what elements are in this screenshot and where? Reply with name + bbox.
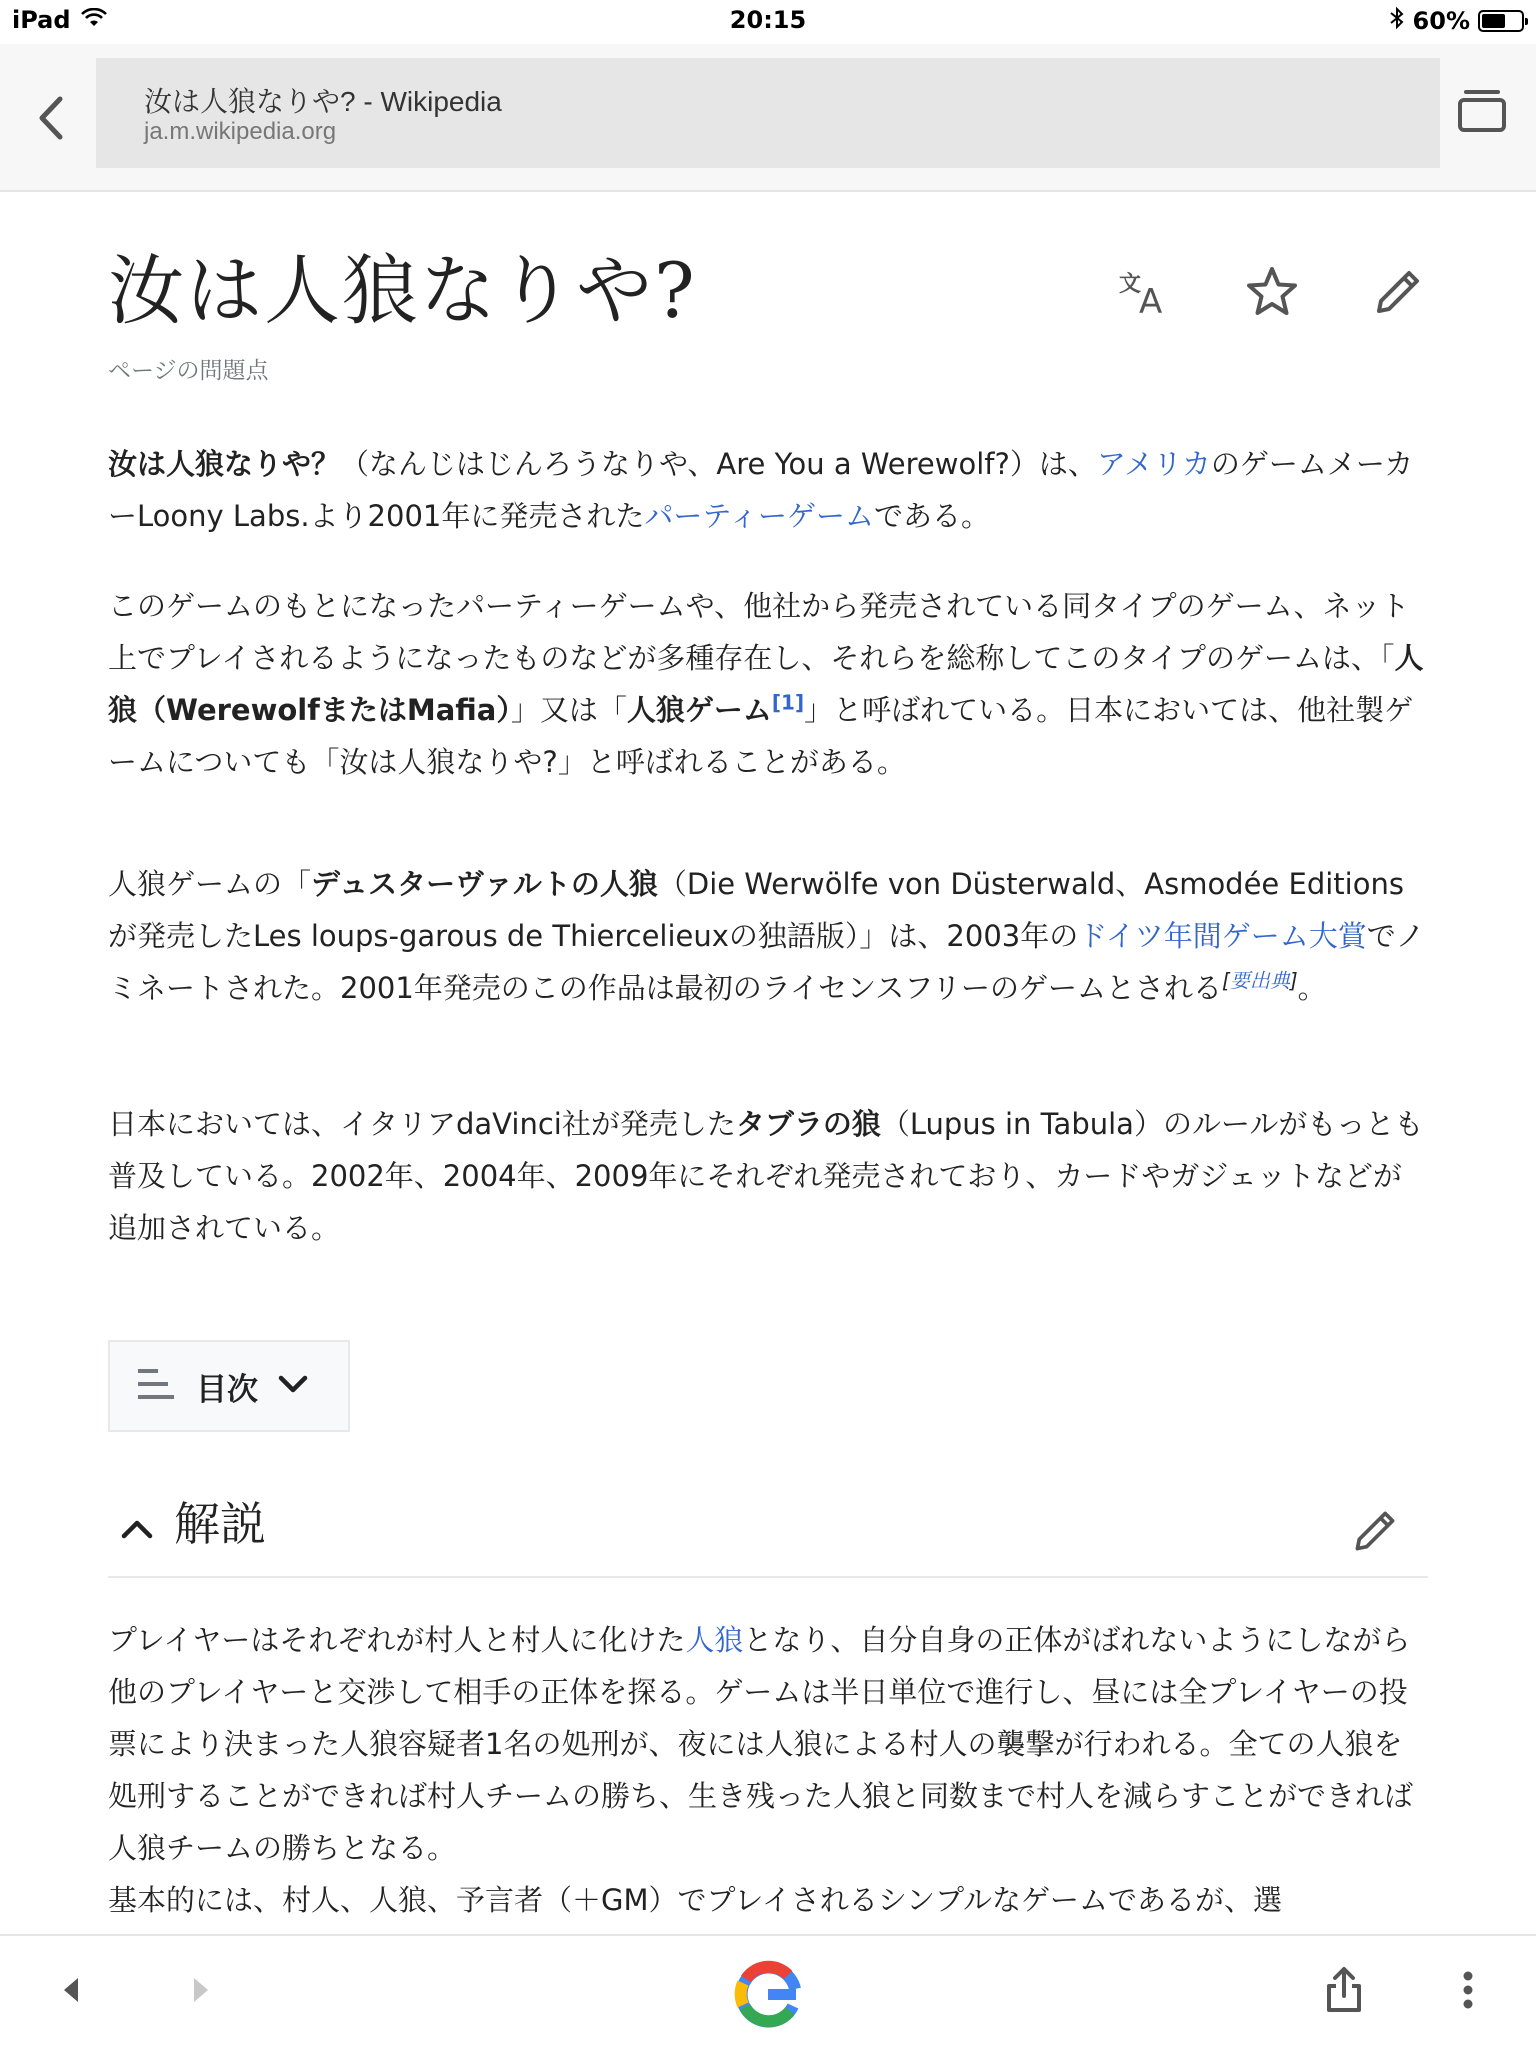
text: （なんじはじんろうなりや、Are You a Werewolf?）は、 [340,447,1097,481]
text: （Die Werwölfe von Düsterwald、Asmodée Editionsが発売したLes loups-garous de Thiercelieuxの独語版）」は、2003年の [108,867,1404,953]
paragraph-2 [108,580,1428,788]
url-host: ja.m.wikipedia.org [144,118,337,145]
chevron-left-icon[interactable] [26,88,76,148]
text: プレイヤーはそれぞれが村人と村人に化けた [108,1623,686,1657]
citation-needed-link[interactable]: 要出典 [1229,968,1290,993]
chevron-down-icon [278,1374,308,1398]
battery-percent: 60% [1412,7,1470,35]
toc-button[interactable] [108,1340,350,1432]
back-arrow-icon[interactable] [42,1960,102,2020]
bold-term: 人狼ゲーム [626,693,772,727]
section-edit-pencil-icon[interactable] [1350,1506,1400,1560]
bold-term: デュスターヴァルトの人狼 [311,867,658,901]
link-party-game[interactable]: パーティーゲーム [644,499,875,533]
text: となり、自分自身の正体がばれないようにしながら他のプレイヤーと交渉して相手の正体を探る。ゲームは半日単位で進行し、昼には全プレイヤーの投票により決まった人狼容疑者1名の処刑が、夜には人狼による村人の襲撃が行われる。全ての人狼を処刑することができれば村人チームの勝ち、生き残った人狼と同数まで村人を減らすことができれば人狼チームの勝ちとなる。 [108,1623,1414,1865]
link-werewolf[interactable]: 人狼 [685,1623,744,1657]
text: のゲームメーカーLoony Labs.より2001年に発売された [108,447,1414,533]
bold-term: 人狼（WerewolfまたはMafia） [108,641,1424,727]
translate-icon[interactable] [1116,262,1176,322]
bracket: [ [1222,968,1230,993]
text: （Lupus in Tabula）のルールがもっとも普及している。2002年、2004年、2009年にそれぞれ発売されており、カードやガジェットなどが追加されている。 [108,1107,1424,1245]
paragraph-3 [108,858,1428,1014]
bold-term: 汝は人狼なりや？ [108,447,341,481]
battery-icon [1478,10,1524,32]
forward-arrow-icon[interactable] [170,1960,230,2020]
paragraph-1 [108,438,1428,542]
toc-label: 目次 [196,1371,258,1408]
section-title: 解説 [174,1497,266,1551]
reference-link[interactable]: [1] [771,690,805,715]
link-america[interactable]: アメリカ [1096,447,1211,481]
title-actions [1116,262,1428,322]
svg-text:A: A [1139,282,1163,315]
text: 日本においては、イタリアdaVinci社が発売した [108,1107,736,1141]
page-issues-link[interactable]: ページの問題点 [108,358,269,384]
section-paragraph-1 [108,1614,1428,1874]
text: 。 [1297,971,1327,1005]
browser-toolbar [0,44,1536,192]
text: でノミネートされた。2001年発売のこの作品は最初のライセンスフリーのゲームとされる [108,919,1425,1005]
text: である。 [874,499,991,533]
chevron-up-icon[interactable] [120,1504,154,1558]
list-icon [136,1366,176,1406]
share-icon[interactable] [1314,1960,1374,2020]
text: このゲームのもとになったパーティーゲームや、他社から発売されている同タイプのゲーム、ネット上でプレイされるようになったものなどが多種存在し、それらを総称してこのタイプのゲームは、「 [108,589,1410,675]
bottom-toolbar [0,1934,1536,2048]
pencil-icon[interactable] [1368,262,1428,322]
section-paragraph-2: 基本的には、村人、人狼、予言者（＋GM）でプレイされるシンプルなゲームであるが、選 [108,1883,1282,1917]
text: 」と呼ばれている。日本においては、他社製ゲームについても「汝は人狼なりや?」と呼ばれることがある。 [108,693,1414,779]
google-logo-icon[interactable] [730,1956,806,2032]
bracket: ] [1289,968,1298,993]
clock: 20:15 [729,6,807,34]
tabs-icon[interactable] [1456,86,1516,146]
text: 」又は「 [510,693,627,727]
address-bar[interactable] [96,58,1440,168]
star-icon[interactable] [1242,262,1302,322]
bold-term: タブラの狼 [735,1107,881,1141]
url-page-title: 汝は人狼なりや? - Wikipedia [144,86,502,117]
paragraph-4 [108,1098,1428,1254]
citation-needed [1222,968,1298,992]
text: 人狼ゲームの「 [108,867,312,901]
device-name: iPad [12,6,71,34]
battery-fill [1482,14,1505,28]
page-title: 汝は人狼なりや? [108,246,697,335]
more-icon[interactable] [1438,1960,1498,2020]
link-spiel-des-jahres[interactable]: ドイツ年間ゲーム大賞 [1078,919,1367,953]
svg-text:文: 文 [1119,272,1142,297]
section-heading[interactable] [108,1482,1428,1578]
status-bar [0,0,1536,40]
bluetooth-icon [1389,6,1405,36]
